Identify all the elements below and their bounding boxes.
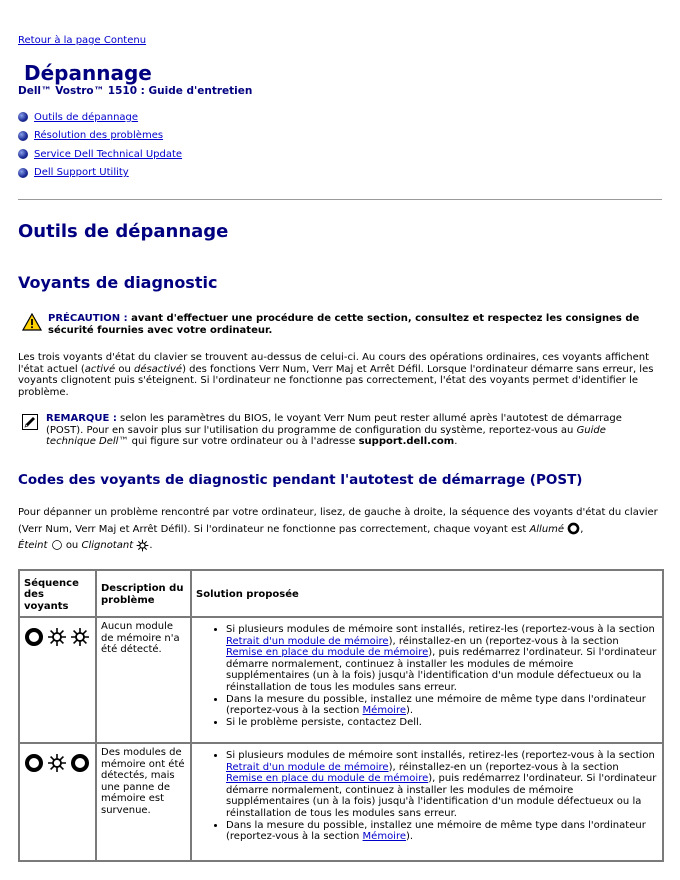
solution-list xyxy=(196,750,658,843)
bullet-icon xyxy=(18,112,28,122)
text-fragment: . xyxy=(149,540,153,551)
led-sequence-cell xyxy=(19,743,96,861)
note-pencil-icon xyxy=(22,414,38,430)
caution-label: PRÉCAUTION : xyxy=(48,313,128,324)
bullet-icon xyxy=(18,149,28,159)
list-item xyxy=(226,694,658,717)
list-item: • Si le problème persiste, contactez Dell. xyxy=(226,717,658,729)
text-fragment: désactivé xyxy=(133,363,183,375)
heading-codes: Codes des voyants de diagnostic pendant l'autotest de démarrage (POST) xyxy=(18,472,583,488)
led-off-icon xyxy=(51,539,63,551)
list-item xyxy=(226,750,658,820)
support-url: support.dell.com xyxy=(358,436,455,448)
text-fragment: ), réinstallez-en un (reportez-vous à la section xyxy=(388,635,619,647)
column-header: Description du problème xyxy=(96,570,191,617)
text-fragment: ou xyxy=(115,363,134,375)
text-fragment: Si plusieurs modules de mémoire sont installés, retirez-les (reportez-vous à la section xyxy=(226,624,655,635)
toc-item xyxy=(18,145,182,164)
table-row xyxy=(19,743,663,861)
text-fragment: Allumé xyxy=(529,523,565,535)
list-item xyxy=(226,624,658,694)
led-on-icon xyxy=(24,627,44,647)
solution-cell xyxy=(191,743,663,861)
link-remise-memoire[interactable]: Remise en place du module de mémoire xyxy=(226,647,429,659)
note-box xyxy=(22,413,647,448)
text-fragment: ). xyxy=(406,705,414,717)
link-remise-memoire[interactable]: Remise en place du module de mémoire xyxy=(226,773,429,785)
description-cell: Des modules de mémoire ont été détectés, mais une panne de mémoire est survenue. xyxy=(96,743,191,861)
table-header-row xyxy=(19,570,663,617)
led-sequence xyxy=(24,747,91,773)
column-header: Solution proposée xyxy=(191,570,663,617)
column-header: Séquence des voyants xyxy=(19,570,96,617)
toc-item xyxy=(18,127,182,146)
caution-text xyxy=(48,313,647,337)
heading-voyants: Voyants de diagnostic xyxy=(18,273,218,292)
led-blink-icon xyxy=(47,753,67,773)
description-cell: Aucun module de mémoire n'a été détecté. xyxy=(96,617,191,743)
text-fragment: ) des fonctions Verr Num, Verr Maj et Arrêt Défil. Lorsque l'ordinateur démarre sans erreur, les voyants clignotent puis s'éteignent. Si l'ordinateur ne fonctionne pas correctement, l'état des voyants permet d'identifier le problème. xyxy=(18,363,654,398)
text-fragment: ou xyxy=(65,540,79,551)
link-memoire[interactable]: Mémoire xyxy=(362,705,407,717)
warning-icon xyxy=(22,313,42,331)
solution-cell xyxy=(191,617,663,743)
text-fragment: . xyxy=(454,436,458,448)
toc-item xyxy=(18,108,182,127)
page-subtitle: Dell™ Vostro™ 1510 : Guide d'entretien xyxy=(18,85,253,97)
toc-link-resolution[interactable]: Résolution des problèmes xyxy=(34,130,164,142)
caution-body: avant d'effectuer une procédure de cette section, consultez et respectez les consignes de sécurité fournies avec votre ordinateur. xyxy=(48,313,640,336)
text-fragment: Clignotant xyxy=(81,540,134,551)
text-fragment: Si plusieurs modules de mémoire sont installés, retirez-les (reportez-vous à la section xyxy=(226,750,655,761)
back-to-contents-link[interactable]: Retour à la page Contenu xyxy=(18,35,147,46)
caution-box xyxy=(22,313,647,337)
text-fragment: Dans la mesure du possible, installez une mémoire de même type dans l'ordinateur (reportez-vous à la section xyxy=(226,819,646,843)
link-retrait-memoire[interactable]: Retrait d'un module de mémoire xyxy=(226,635,389,647)
bullet-icon xyxy=(18,168,28,178)
toc-link-support-utility[interactable]: Dell Support Utility xyxy=(34,167,129,179)
led-blink-icon xyxy=(136,539,149,552)
divider xyxy=(18,199,662,200)
text-fragment: ), puis redémarrez l'ordinateur. Si l'ordinateur démarre normalement, continuez à installer les modules de mémoire supplémentaires (un à la fois) jusqu'à l'identification d'un module défectueux ou la réinstallation de tous les modules sans erreur. xyxy=(226,647,657,693)
diag-paragraph xyxy=(18,352,662,398)
link-memoire[interactable]: Mémoire xyxy=(362,831,407,843)
list-item xyxy=(226,820,658,843)
led-blink-icon xyxy=(47,627,67,647)
text-fragment: Les trois voyants d'état du clavier se trouvent au-dessus de celui-ci. Au cours des opérations ordinaires, ces voyants affichent l'état actuel ( xyxy=(18,352,650,375)
bullet-icon xyxy=(18,131,28,141)
toc-link-outils[interactable]: Outils de dépannage xyxy=(34,111,139,123)
text-fragment: ), puis redémarrez l'ordinateur. Si l'ordinateur démarre normalement, continuez à installer les modules de mémoire supplémentaires (un à la fois) jusqu'à l'identification d'un module défectueux ou la réinstallation de tous les modules sans erreur. xyxy=(226,773,657,819)
link-retrait-memoire[interactable]: Retrait d'un module de mémoire xyxy=(226,761,389,773)
table-row xyxy=(19,617,663,743)
led-sequence-cell xyxy=(19,617,96,743)
note-label: REMARQUE : xyxy=(46,413,117,424)
text-fragment: qui figure sur votre ordinateur ou à l'adresse xyxy=(128,436,359,448)
text-fragment: Dans la mesure du possible, installez une mémoire de même type dans l'ordinateur (reportez-vous à la section xyxy=(226,693,646,717)
led-on-icon xyxy=(567,522,580,535)
page-title: Dépannage xyxy=(24,61,152,85)
led-on-icon xyxy=(70,753,90,773)
note-text xyxy=(46,413,647,448)
led-sequence xyxy=(24,621,91,647)
table-of-contents xyxy=(18,108,182,182)
led-on-icon xyxy=(24,753,44,773)
text-fragment: Guide technique Dell™ xyxy=(46,424,606,448)
text-fragment: activé xyxy=(84,363,116,375)
led-blink-icon xyxy=(70,627,90,647)
text-fragment: , xyxy=(580,523,584,535)
diagnostic-codes-table xyxy=(18,569,664,862)
text-fragment: Pour dépanner un problème rencontré par votre ordinateur, lisez, de gauche à droite, la séquence des voyants d'état du clavier (Verr Num, Verr Maj et Arrêt Défil). Si l'ordinateur ne fonctionne pas correctement, chaque voyant est xyxy=(18,507,658,535)
codes-paragraph xyxy=(18,505,662,555)
text-fragment: selon les paramètres du BIOS, le voyant Verr Num peut rester allumé après l'autotest de démarrage (POST). Pour en savoir plus sur l'utilisation du programme de configuration du système, reportez-vous au xyxy=(46,413,622,436)
text-fragment: ). xyxy=(406,831,414,843)
text-fragment: Éteint xyxy=(18,540,48,551)
toc-item xyxy=(18,164,182,183)
text-fragment: ), réinstallez-en un (reportez-vous à la section xyxy=(388,761,619,773)
solution-list xyxy=(196,624,658,728)
toc-link-technical-update[interactable]: Service Dell Technical Update xyxy=(34,148,183,160)
heading-outils: Outils de dépannage xyxy=(18,221,229,242)
